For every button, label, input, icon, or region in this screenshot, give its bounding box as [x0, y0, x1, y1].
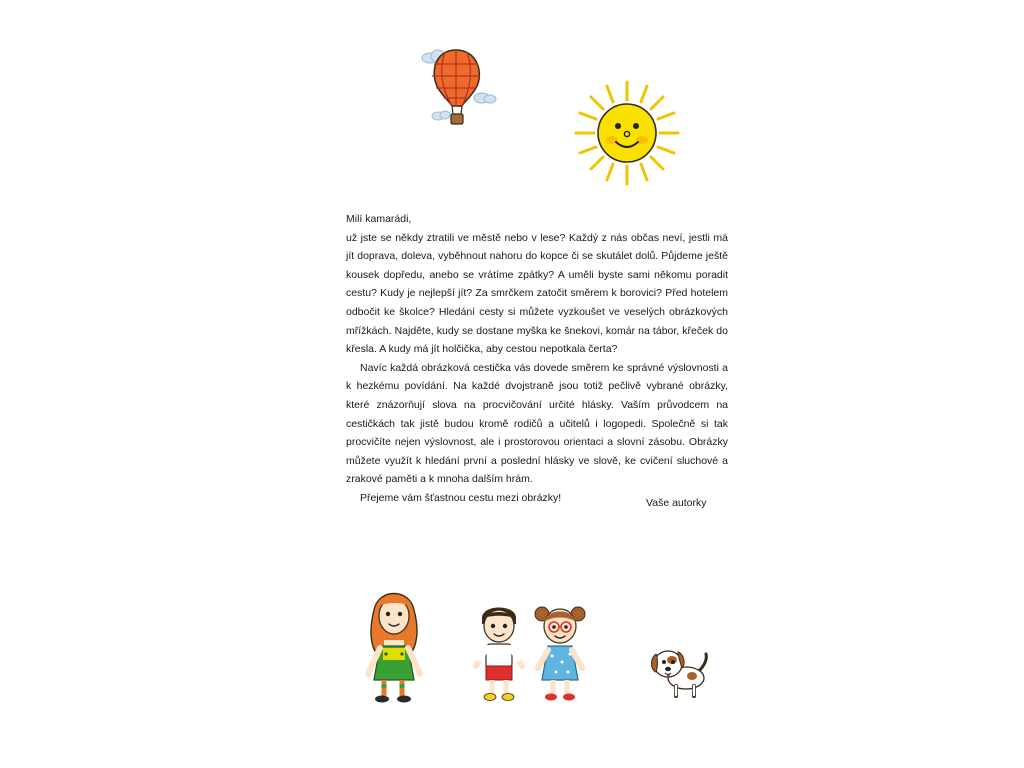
girl-in-green-dress	[358, 582, 430, 704]
letter-paragraph-3: Přejeme vám šťastnou cestu mezi obrázky!	[360, 491, 562, 504]
smiling-sun-icon	[572, 78, 682, 188]
boy-in-white-shirt	[470, 600, 528, 702]
hot-air-balloon-icon	[418, 44, 498, 130]
letter-body	[346, 210, 728, 508]
letter-greeting: Milí kamarádi,	[346, 213, 412, 225]
letter-signature: Vaše autorky	[646, 497, 707, 509]
letter-paragraph-2: Navíc každá obrázková cestička vás dovede směrem ke správné výslovnosti a k hezkému povídání. Na každé dvojstraně jsou totiž pečlivě vybrané obrázky, které znázorňují slova na procvičování určité hlásky. Vaším průvodcem na cestičkách tak jistě budou kromě rodičů a učitelů i logopedi. Společně si tak procvičíte nejen výslovnost, ale i prostorovou orientaci a slovní zásobu. Obrázky můžete využít k hledání první a poslední hlásky ve slově, ke cvičení sluchové a zrakové paměti a k mnoha dalším hrám.	[346, 361, 728, 486]
letter-paragraph-1: už jste se někdy ztratili ve městě nebo v lese? Každý z nás občas neví, jestli má jít doprava, doleva, vyběhnout nahoru do kopce či se skutálet dolů. Půjdeme ještě kousek dopředu, anebo se vrátíme zpátky? A uměli byste sami někomu poradit cestu? Kudy je nejlepší jít? Za smrčkem zatočit směrem k borovici? Před hotelem odbočit ke školce? Hledání cesty si můžete vyzkoušet ve veselých obrázkových mřížkách. Najděte, kudy se dostane myška ke šnekovi, komár na tábor, křeček do křesla. A kudy má jít holčička, aby cestou nepotkala čerta?	[346, 231, 728, 356]
girl-with-glasses	[528, 600, 592, 702]
spotted-dog	[648, 642, 714, 700]
